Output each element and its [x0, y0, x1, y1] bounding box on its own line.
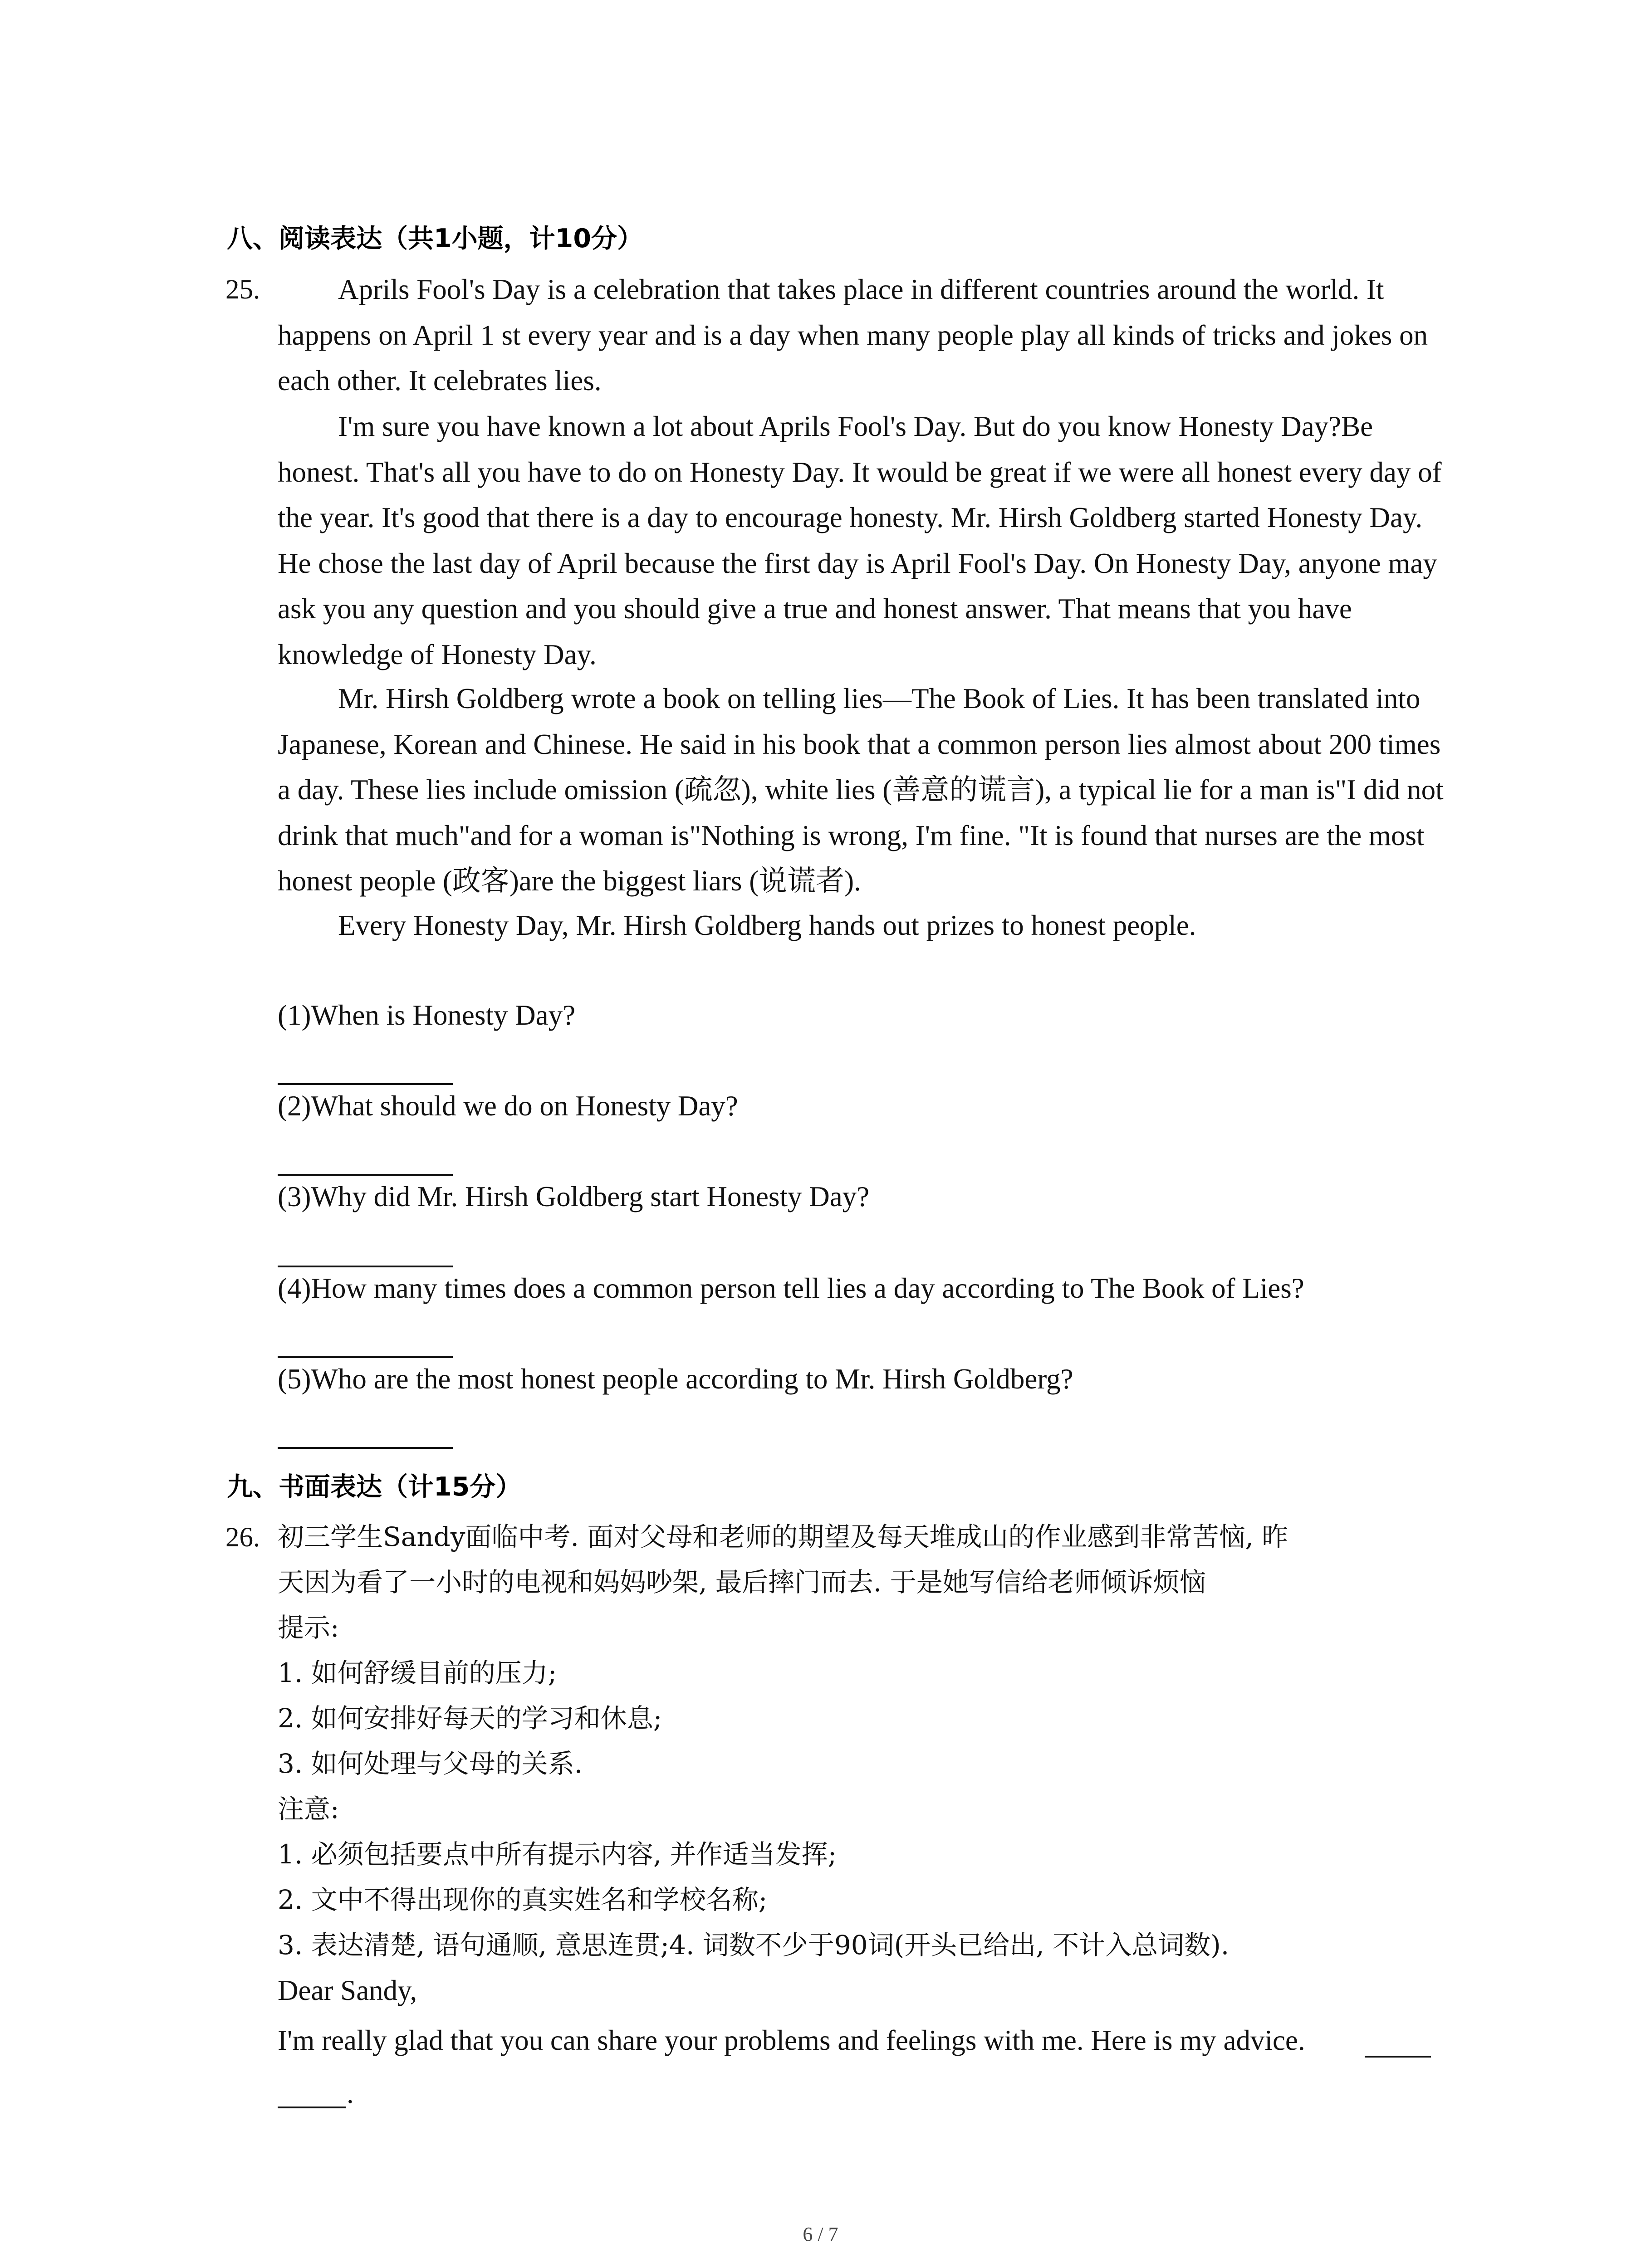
writing-prompt-line-2: 天因为看了一小时的电视和妈妈吵架, 最后摔门而去. 于是她写信给老师倾诉烦恼 — [278, 1567, 1206, 1598]
hint-item-2: 2. 如何安排好每天的学习和休息; — [278, 1703, 662, 1734]
question-4: (4)How many times does a common person tell lies a day according to The Book of Lies? — [278, 1272, 1304, 1304]
note-item-3: 3. 表达清楚, 语句通顺, 意思连贯;4. 词数不少于90词(开头已给出, 不计入总词数). — [278, 1930, 1230, 1960]
answer-blank-5[interactable] — [278, 1447, 453, 1449]
writing-prompt-line-1: 初三学生Sandy面临中考. 面对父母和老师的期望及每天堆成山的作业感到非常苦恼, 昨 — [278, 1521, 1288, 1552]
passage-paragraph-3: Mr. Hirsh Goldberg wrote a book on telling lies—The Book of Lies. It has been translated into Japanese, Korean and Chinese. He said in his book that a common person lies almost about 200 times a day. These lies include omission (疏忽), white lies (善意的谎言), a typical lie for a man is"I did not drink that much"and for a woman is"Nothing is wrong, I'm fine. "It is found that nurses are the most honest people (政客)are the biggest liars (说谎者). — [278, 683, 1444, 897]
question-2: (2)What should we do on Honesty Day? — [278, 1090, 738, 1122]
question-1: (1)When is Honesty Day? — [278, 999, 576, 1031]
hint-title: 提示: — [278, 1612, 339, 1643]
section-8-heading: 八、阅读表达（共1小题，计10分） — [227, 224, 643, 254]
question-25-number: 25. — [225, 274, 260, 305]
letter-salutation: Dear Sandy, — [278, 1975, 417, 2006]
hint-item-3: 3. 如何处理与父母的关系. — [278, 1748, 583, 1779]
question-3: (3)Why did Mr. Hirsh Goldberg start Honesty Day? — [278, 1181, 870, 1212]
question-5: (5)Who are the most honest people according to Mr. Hirsh Goldberg? — [278, 1363, 1073, 1395]
note-item-1: 1. 必须包括要点中所有提示内容, 并作适当发挥; — [278, 1839, 837, 1870]
passage-paragraph-4: Every Honesty Day, Mr. Hirsh Goldberg hands out prizes to honest people. — [338, 909, 1196, 941]
hint-item-1: 1. 如何舒缓目前的压力; — [278, 1657, 557, 1688]
section-9-heading: 九、书面表达（计15分） — [227, 1472, 522, 1502]
passage-paragraph-1: Aprils Fool's Day is a celebration that takes place in different countries around the world. It happens on April 1 st every year and is a day when many people play all kinds of tricks and jokes on each other. It celebrates lies. — [278, 274, 1428, 396]
answer-blank-3[interactable] — [278, 1266, 453, 1267]
writing-blank-end[interactable] — [1365, 2056, 1431, 2058]
answer-blank-2[interactable] — [278, 1174, 453, 1176]
page-number: 6 / 7 — [803, 2223, 838, 2245]
passage-paragraph-2: I'm sure you have known a lot about Aprils Fool's Day. But do you know Honesty Day?Be honest. That's all you have to do on Honesty Day. It would be great if we were all honest every day of the year. It's good that there is a day to encourage honesty. Mr. Hirsh Goldberg started Honesty Day. He chose the last day of April because the first day is April Fool's Day. On Honesty Day, anyone may ask you any question and you should give a true and honest answer. That means that you have knowledge of Honesty Day. — [278, 411, 1442, 670]
note-title: 注意: — [278, 1794, 339, 1824]
letter-ending-period: . — [347, 2077, 354, 2109]
letter-opening: I'm really glad that you can share your problems and feelings with me. Here is my advice. — [278, 2024, 1305, 2056]
answer-blank-1[interactable] — [278, 1083, 453, 1085]
answer-blank-4[interactable] — [278, 1356, 453, 1358]
question-26-number: 26. — [225, 1522, 260, 1553]
writing-blank-continue[interactable] — [278, 2107, 346, 2108]
note-item-2: 2. 文中不得出现你的真实姓名和学校名称; — [278, 1884, 768, 1915]
